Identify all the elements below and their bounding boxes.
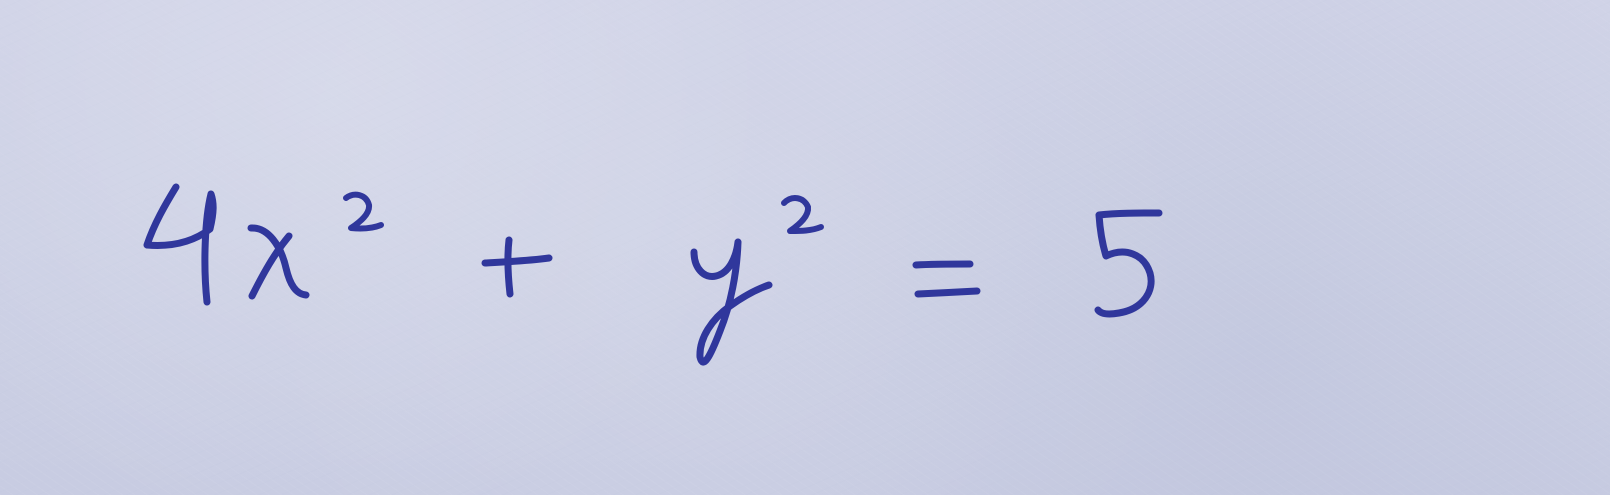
digit-5 — [1098, 213, 1159, 314]
digit-4 — [147, 187, 213, 302]
letter-y — [694, 242, 769, 362]
plus-sign-horizontal — [485, 258, 549, 263]
exponent-2-on-y — [784, 198, 821, 231]
exponent-2-on-x — [346, 195, 381, 229]
equals-sign-bottom — [918, 291, 977, 294]
equals-sign-top — [916, 264, 970, 265]
plus-sign-vertical — [508, 240, 510, 294]
